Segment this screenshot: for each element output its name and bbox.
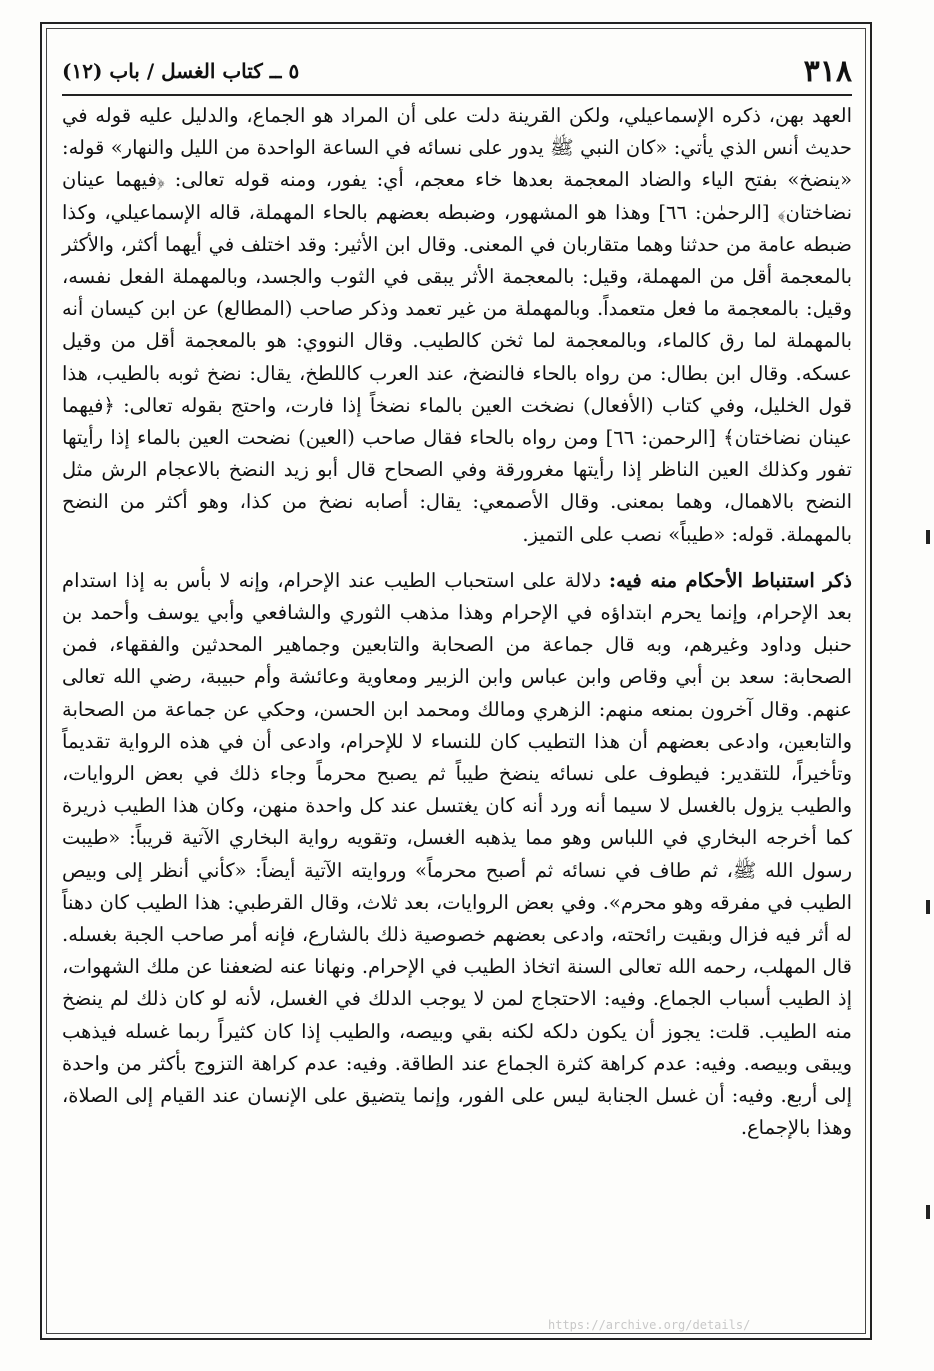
page-header <box>62 48 852 96</box>
body-text <box>62 100 852 1145</box>
watermark-text: https://archive.org/details/ <box>548 1318 751 1332</box>
paragraph-2 <box>62 565 852 1145</box>
section-heading: ذكر استنباط الأحكام منه فيه: <box>608 568 852 592</box>
paragraph-2-text: دلالة على استحباب الطيب عند الإحرام، وإنه لا بأس به إذا استدام بعد الإحرام، وإنما يحرم ابتداؤه في الإحرام وهذا مذهب الثوري والشافعي وأبي يوسف وأحمد بن حنبل وداود وغيرهم، وبه قال جماعة من الصحابة والتابعين وجماهير المحدثين والفقهاء، فمن الصحابة: سعد بن أبي وقاص وابن عباس وابن الزبير ومعاوية وعائشة وأم حبيبة، رضي الله تعالى عنهم. وقال آخرون بمنعه منهم: الزهري ومالك ومحمد ابن الحسن، وحكي عن جماعة من الصحابة والتابعين، وادعى بعضهم أن هذا التطيب كان للنساء لا للإحرام، وادعى أن في هذه الرواية تقديماً وتأخيراً، للتقدير: فيطوف على نسائه ينضخ طيباً ثم يصبح محرماً وجاء ذلك في بعض الروايات، والطيب يزول بالغسل لا سيما أنه ورد أنه كان يغتسل عند كل واحدة منهن، وكان هذا الطيب ذريرة كما أخرجه البخاري في اللباس وهو مما يذهبه الغسل، وتقويه رواية البخاري الآتية قريباً: «طيبت رسول الله ﷺ، ثم طاف في نسائه ثم أصبح محرماً» وروايته الآتية أيضاً: «كأني أنظر إلى وبيص الطيب في مفرقه وهو محرم». وفي بعض الروايات، بعد ثلاث، وقال القرطبي: هذا الطيب كان دهناً له أثر فيه فزال وبقيت رائحته، وادعى بعضهم خصوصية ذلك بالشارع، فإنه أمر صاحب الجبة بغسله. قال المهلب، رحمه الله تعالى السنة اتخاذ الطيب في الإحرام. ونهانا عنه لضعفنا عن ملك الشهوات، إذ الطيب أسباب الجماع. وفيه: الاحتجاج لمن لا يوجب الدلك في الغسل، لأنه لو كان ذلك لم ينضخ منه الطيب. قلت: يجوز أن يكون دلكه لكنه بقي وبيصه، والطيب إذا كان كثيراً ربما غسله فيذهب ويبقى وبيصه. وفيه: عدم كراهة كثرة الجماع عند الطاقة. وفيه: عدم كراهة التزوج بأكثر من واحدة إلى أربع. وفيه: أن غسل الجنابة ليس على الفور، وإنما يتضيق على الإنسان عند القيام إلى الصلاة، وهذا بالإجماع. <box>62 568 852 1140</box>
paragraph-1: العهد بهن، ذكره الإسماعيلي، ولكن القرينة دلت على أن المراد هو الجماع، والدليل عليه قوله في حديث أنس الذي يأتي: «كان النبي ﷺ يدور على نسائه في الساعة الواحدة من الليل والنهار» قوله: «ينضخ» بفتح الياء والضاد المعجمة بعدها خاء معجم، أي: يفور، ومنه قوله تعالى: ﴿فيهما عينان نضاختان﴾ [الرحمٰن: ٦٦] وهذا هو المشهور، وضبطه بعضهم بالحاء المهملة، قاله الإسماعيلي، وكذا ضبطه عامة من حدثنا وهما متقاربان في المعنى. وقال ابن الأثير: وقد اختلف في أيهما أكثر، والأكثر بالمعجمة أقل من المهملة، وقيل: بالمعجمة الأثر يبقى في الثوب والجسد، وبالمهملة الفعل نفسه، وقيل: بالمعجمة ما فعل متعمداً. وبالمهملة من غير تعمد وذكر صاحب (المطالع) عن ابن كيسان أنه بالمهملة لما رق كالماء، وبالمعجمة لما ثخن كالطيب. وقال النووي: هو بالمعجمة أقل من وقيل عسكه. وقال ابن بطال: من رواه بالحاء فالنضخ، عند العرب كاللطخ، يقال: نضخ ثوبه بالطيب، هذا قول الخليل، وفي كتاب (الأفعال) نضخت العين بالماء نضخاً إذا فارت، واحتج بقوله تعالى: ﴿فيهما عينان نضاختان﴾ [الرحمن: ٦٦] ومن رواه بالحاء فقال صاحب (العين) نضحت العين بالماء إذا رأيتها تفور وكذلك العين الناظر إذا رأيتها مغرورقة وفي الصحاح قال أبو زيد النضخ بالاعجام الرش مثل النضح بالاهمال، وهما بمعنى. وقال الأصمعي: يقال: أصابه نضخ من كذا، وهو أكثر من النضح بالمهملة. قوله: «طيباً» نصب على التميز. <box>62 104 852 546</box>
running-head: ٥ ــ كتاب الغسل / باب (١٢) <box>62 59 300 83</box>
scan-edge-mark <box>926 530 930 544</box>
scan-edge-mark <box>926 1205 930 1219</box>
scan-edge-mark <box>926 900 930 914</box>
page-number: ٣١٨ <box>803 53 852 89</box>
